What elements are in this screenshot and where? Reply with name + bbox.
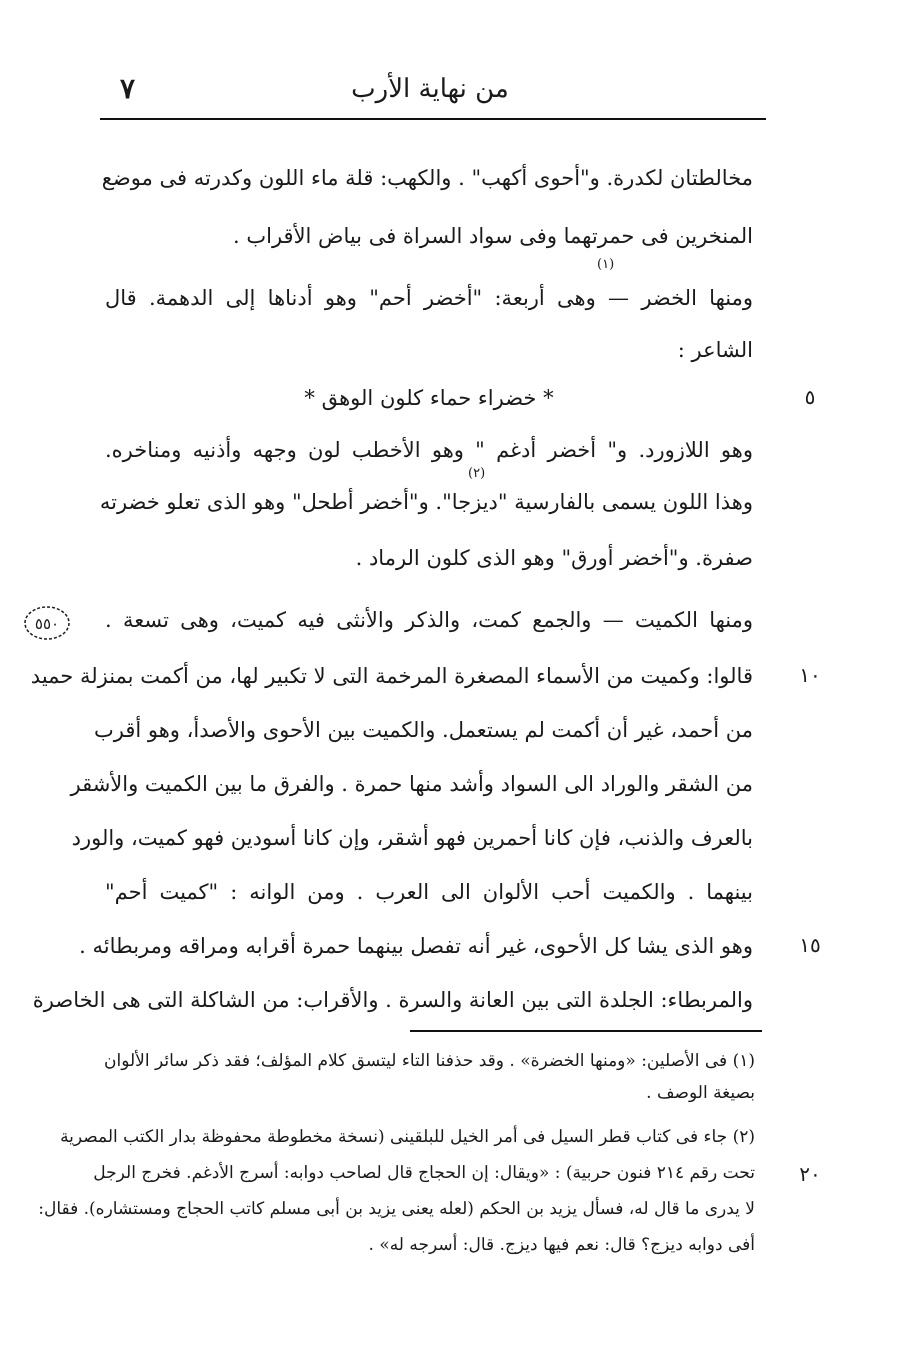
line-number: ١٠ (799, 663, 821, 687)
text-line: وهو اللازورد. و" أخضر أدغم " وهو الأخطب لون وجهه وأذنيه ومناخره. (105, 438, 753, 462)
footnote-rule (410, 1030, 762, 1032)
margin-page-mark-text: ٥٥٠ (34, 615, 60, 633)
footnote-line: (١) فى الأصلين: «ومنها الخضرة» . وقد حذفنا التاء ليتسق كلام المؤلف؛ فقد ذكر سائر الألوان (103, 1051, 755, 1071)
text-line: والمربطاء: الجلدة التى بين العانة والسرة . والأقراب: من الشاكلة التى هى الخاصرة (32, 988, 753, 1012)
header-rule (100, 118, 766, 120)
text-line: صفرة. و"أخضر أورق" وهو الذى كلون الرماد . (355, 546, 753, 570)
line-number: ٥ (804, 385, 816, 409)
text-line: المنخرين فى حمرتهما وفى سواد السراة فى بياض الأقراب . (232, 224, 753, 248)
line-number: ١٥ (799, 933, 821, 957)
text-line: من الشقر والوراد الى السواد وأشد منها حمرة . والفرق ما بين الكميت والأشقر (70, 772, 753, 796)
footnote-line: بصيغة الوصف . (646, 1083, 755, 1103)
text-line: الشاعر : (677, 338, 753, 362)
text-line: قالوا: وكميت من الأسماء المصغرة المرخمة التى لا تكبير لها، من أكمت بمنزلة حميد (30, 664, 753, 688)
text-line: وهو الذى يشا كل الأحوى، غير أنه تفصل بينهما حمرة أقرابه ومراقه ومربطائه . (79, 934, 753, 958)
verse-line: * خضراء حماء كلون الوهق * (304, 386, 554, 410)
margin-page-mark-icon (22, 604, 72, 642)
text-line: بالعرف والذنب، فإن كانا أحمرين فهو أشقر، وإن كانا أسودين فهو كميت، والورد (71, 826, 753, 850)
text-line: بينهما . والكميت أحب الألوان الى العرب . ومن الوانه : "كميت أحم" (105, 880, 753, 904)
text-line: ومنها الخضر — وهى أربعة: "أخضر أحم" وهو أدناها إلى الدهمة. قال (105, 286, 753, 310)
text-line: مخالطتان لكدرة. و"أحوى أكهب" . والكهب: قلة ماء اللون وكدرته فى موضع (101, 166, 753, 190)
running-head-title: من نهاية الأرب (351, 74, 509, 104)
footnote-line: أفى دوابه ديزج؟ قال: نعم فيها ديزج. قال: أسرجه له» . (368, 1235, 755, 1255)
page-number: ٧ (120, 72, 136, 105)
footnote-line: (٢) جاء فى كتاب قطر السيل فى أمر الخيل للبلقينى (نسخة مخطوطة محفوظة بدار الكتب المصرية (60, 1127, 755, 1147)
footnote-marker: (١) (597, 257, 615, 272)
text-line: من أحمد، غير أن أكمت لم يستعمل. والكميت بين الأحوى والأصدأ، وهو أقرب (93, 718, 753, 742)
footnote-marker: (٢) (468, 466, 486, 481)
footnote-line: لا يدرى ما قال له، فسأل يزيد بن الحكم (لعله يعنى يزيد بن أبى مسلم كاتب الحجاج ومستشاره). فقال: (38, 1199, 755, 1219)
line-number: ٢٠ (799, 1162, 821, 1186)
footnote-line: تحت رقم ٢١٤ فنون حربية) : «ويقال: إن الحجاج قال لصاحب دوابه: أسرج الأدغم. فخرج الرجل (93, 1163, 755, 1183)
text-line: ومنها الكميت — والجمع كمت، والذكر والأنثى فيه كميت، وهى تسعة . (105, 608, 753, 632)
text-line: وهذا اللون يسمى بالفارسية "ديزجا". و"أخضر أطحل" وهو الذى تعلو خضرته (99, 490, 753, 514)
